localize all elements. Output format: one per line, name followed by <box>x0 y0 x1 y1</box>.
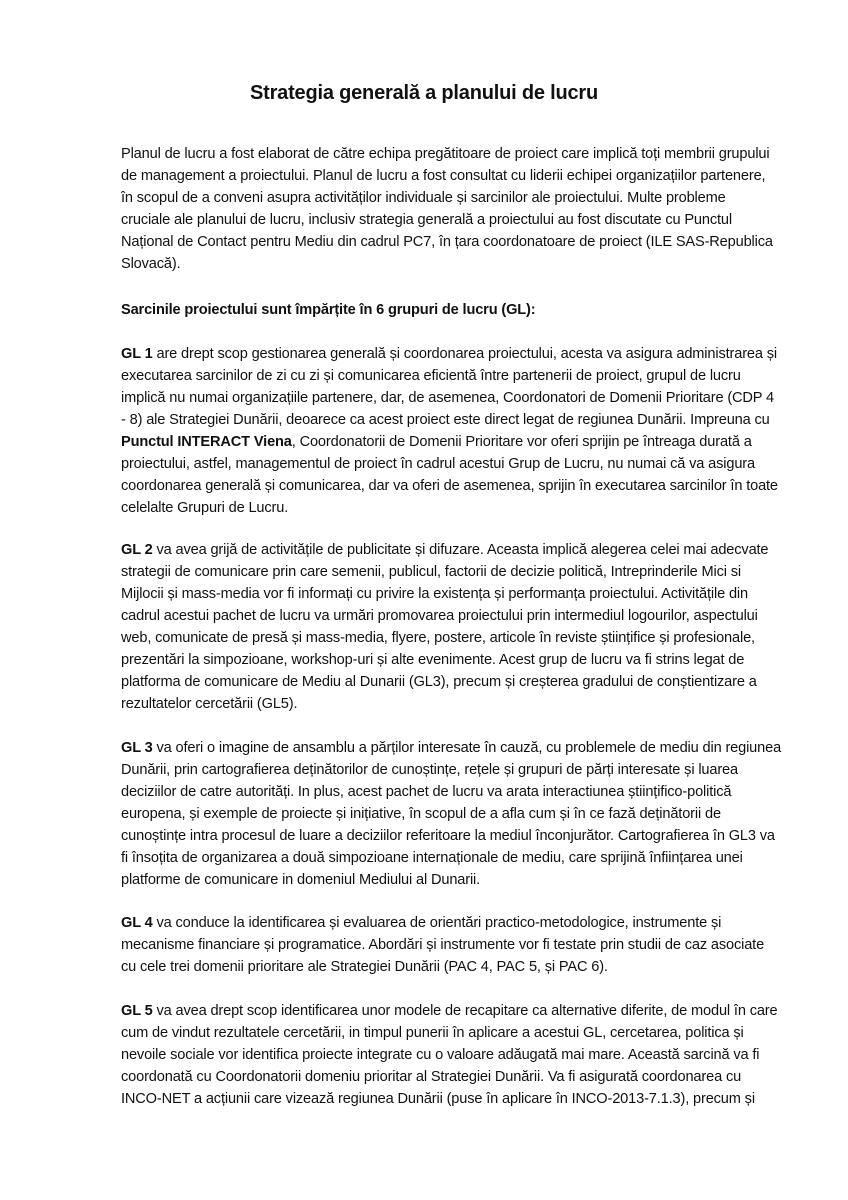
text-line: fi însoțita de organizarea a două simpozioane internaționale de mediu, care sprijină înființarea unei <box>121 850 743 866</box>
text-line: Planul de lucru a fost elaborat de către echipa pregătitoare de proiect care implică toți membrii grupului <box>121 146 770 162</box>
text-span: are drept scop gestionarea generală și coordonarea proiectului, acesta va asigura administrarea și <box>152 346 777 362</box>
text-line <box>121 431 821 453</box>
text-line: în scopul de a conveni asupra activităților individuale și sarcinilor ale proiectului. Multe probleme <box>121 190 726 206</box>
text-line: proiectului, astfel, managementul de proiect în cadrul acestui Grup de Lucru, nu numai că va asigura <box>121 456 755 472</box>
text-line <box>121 912 821 934</box>
section-heading-block <box>121 299 821 321</box>
text-line: INCO-NET a acțiunii care vizează regiunea Dunării (puse în aplicare în INCO-2013-7.1.3), precum și <box>121 1091 755 1107</box>
gl5-paragraph <box>121 1000 821 1110</box>
text-line <box>121 737 821 759</box>
text-line: cruciale ale planului de lucru, inclusiv strategia generală a proiectului au fost discutate cu Punctul <box>121 212 732 228</box>
text-line <box>121 539 821 561</box>
text-line: web, comunicate de presă și mass-media, flyere, postere, articole în reviste științifice și profesionale, <box>121 630 755 646</box>
text-line: cunoștințe intra procesul de luare a deciziilor referitoare la mediul înconjurător. Cartografierea în GL3 va <box>121 828 775 844</box>
text-span: va oferi o imagine de ansamblu a părților interesate în cauză, cu problemele de mediu din regiunea <box>152 740 782 756</box>
text-line: platforma de comunicare de Mediu al Dunarii (GL3), precum și creșterea gradului de conștientizare a <box>121 674 757 690</box>
text-line: platforme de comunicare in domeniul Mediului al Dunarii. <box>121 872 481 888</box>
text-line: Mijlocii și mass-media vor fi informați cu privire la existența și performanța proiectului. Activitățile din <box>121 586 748 602</box>
text-span: va avea drept scop identificarea unor modele de recapitare ca alternative diferite, de modul în care <box>152 1003 778 1019</box>
text-line: prezentări la simpozioane, workshop-uri și alte evenimente. Acest grup de lucru va fi strins legat de <box>121 652 745 668</box>
text-line: Slovacă). <box>121 256 181 272</box>
text-line: nevoile sociale vor identifica proiecte integrate cu o valoare adăugată mai mare. Această sarcină va fi <box>121 1047 760 1063</box>
gl1-label: GL 1 <box>121 346 153 362</box>
text-line: deciziilor de catre autorități. In plus, acest pachet de lucru va arata interactiunea științifico-politică <box>121 784 732 800</box>
text-line <box>121 343 821 365</box>
gl2-paragraph <box>121 539 821 715</box>
text-line: cadrul acestui pachet de lucru va urmări promovarea proiectului prin intermediul logourilor, aspectului <box>121 608 758 624</box>
text-span: va conduce la identificarea și evaluarea de orientări practico-metodologice, instrumente și <box>152 915 722 931</box>
gl3-label: GL 3 <box>121 740 153 756</box>
text-line: - 8) ale Strategiei Dunării, deoarece ca acest proiect este direct legat de regiunea Dunării. Impreuna cu <box>121 412 770 428</box>
text-line: europena, și exemple de proiecte și inițiative, în scopul de a afla cum și în ce fază deținătorii de <box>121 806 721 822</box>
text-span: , Coordonatorii de Domenii Prioritare vor oferi sprijin pe întreaga durată a <box>291 434 752 450</box>
page-title: Strategia generală a planului de lucru <box>249 82 599 104</box>
gl3-paragraph <box>121 737 821 891</box>
intro-paragraph <box>121 143 821 275</box>
text-line: strategii de comunicare prin care semenii, publicul, factorii de decizie politică, Intreprinderile Mici si <box>121 564 742 580</box>
text-line <box>121 1000 821 1022</box>
gl1-paragraph <box>121 343 821 519</box>
text-line: coordonată cu Coordonatorii domeniu prioritar al Strategiei Dunării. Va fi asigurată coordonarea cu <box>121 1069 742 1085</box>
text-line: coordonarea generală și comunicarea, dar va oferi de asemenea, sprijin în executarea sarcinilor în toate <box>121 478 778 494</box>
text-line: executarea sarcinilor de zi cu zi și comunicarea eficientă între partenerii de proiect, grupul de lucru <box>121 368 741 384</box>
gl4-label: GL 4 <box>121 915 153 931</box>
text-line: cum de vindut rezultatele cercetării, in timpul punerii în aplicare a acestui GL, cercetarea, politica și <box>121 1025 744 1041</box>
text-line: de management a proiectului. Planul de lucru a fost consultat cu liderii echipei organizațiilor partenere, <box>121 168 766 184</box>
gl5-label: GL 5 <box>121 1003 153 1019</box>
text-line: cu cele trei domenii prioritare ale Strategiei Dunării (PAC 4, PAC 5, și PAC 6). <box>121 959 608 975</box>
gl2-label: GL 2 <box>121 542 153 558</box>
gl4-paragraph <box>121 912 821 978</box>
text-span: va avea grijă de activitățile de publicitate și difuzare. Aceasta implică alegerea celei mai adecvate <box>152 542 769 558</box>
text-line: celelalte Grupuri de Lucru. <box>121 500 289 516</box>
text-line: implică nu numai organizațiile partenere, dar, de asemenea, Coordonatori de Domenii Prioritare (CDP 4 <box>121 390 774 406</box>
section-heading: Sarcinile proiectului sunt împărțite în 6 grupuri de lucru (GL): <box>121 302 536 318</box>
text-line: Național de Contact pentru Mediu din cadrul PC7, în țara coordonatoare de proiect (ILE SAS-Republica <box>121 234 773 250</box>
interact-viena-phrase: Punctul INTERACT Viena <box>121 434 292 450</box>
text-line: rezultatelor cercetării (GL5). <box>121 696 298 712</box>
text-line: Dunării, prin cartografierea deținătorilor de cunoștințe, rețele și grupuri de părți interesate și luarea <box>121 762 738 778</box>
text-line: mecanisme financiare și programatice. Abordări și instrumente vor fi testate prin studii de caz asociate <box>121 937 765 953</box>
